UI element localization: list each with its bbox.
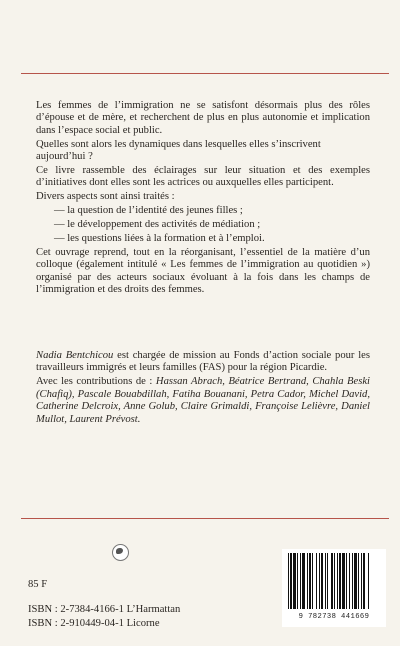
aspect-item: — la question de l’identité des jeunes filles ;	[54, 205, 243, 217]
contributions-prefix: Avec les contributions de :	[36, 376, 156, 388]
author-bio-text: est chargée de mission au Fonds d’action sociale pour les travailleurs immigrés et leurs familles (FAS) pour la région Picardie.	[36, 350, 371, 374]
intro-question: Quelles sont alors les dynamiques dans lesquelles elles s’inscrivent aujourd’hui ?	[36, 138, 321, 163]
barcode	[282, 549, 386, 627]
author-section	[36, 350, 370, 427]
isbn-harmattan: ISBN : 2-7384-4166-1 L’Harmattan	[28, 604, 181, 615]
aspect-item: — le développement des activités de médiation ;	[54, 219, 261, 231]
author-name: Nadia Bentchicou	[36, 350, 114, 361]
intro-paragraph: Les femmes de l’immigration ne se satisfont désormais plus des rôles d’épouse et de mère, et recherchent de plus en plus autonomie et implication dans l’espace social et public.	[36, 100, 370, 136]
top-divider	[21, 73, 389, 74]
intro-paragraph: Ce livre rassemble des éclairages sur leur situation et des exemples d’initiatives dont elles sont les actrices ou auxquelles elles participent.	[36, 165, 370, 189]
back-cover-blurb	[36, 100, 370, 298]
contributions	[36, 376, 370, 426]
barcode-bars	[282, 549, 386, 611]
intro-paragraph: Divers aspects sont ainsi traités :	[36, 191, 175, 203]
isbn-licorne: ISBN : 2-910449-04-1 Licorne	[28, 618, 160, 629]
barcode-number: 9 782738 441669	[298, 613, 370, 621]
closing-paragraph: Cet ouvrage reprend, tout en la réorganisant, l’essentiel de la matière d’un colloque (également intitulé « Les femmes de l’immigration au quotidien ») organisé par des acteurs sociaux évoluant à la fois dans les champs de l’immigration et des droits des femmes.	[36, 246, 370, 296]
author-bio	[36, 350, 370, 375]
bottom-divider	[21, 518, 389, 519]
globe-logo-icon	[112, 544, 129, 561]
aspect-item: — les questions liées à la formation et à l’emploi.	[54, 233, 265, 245]
contributor-names: Hassan Abrach, Béatrice Bertrand, Chahla Beski (Chafiq), Pascale Bouabdillah, Fatiha Bouanani, Petra Cador, Michel David, Catherine Delcroix, Anne Golub, Claire Grimaldi, Françoise Lelièvre, Daniel Mullot, Laurent Prévost.	[36, 376, 371, 425]
price: 85 F	[28, 579, 48, 590]
